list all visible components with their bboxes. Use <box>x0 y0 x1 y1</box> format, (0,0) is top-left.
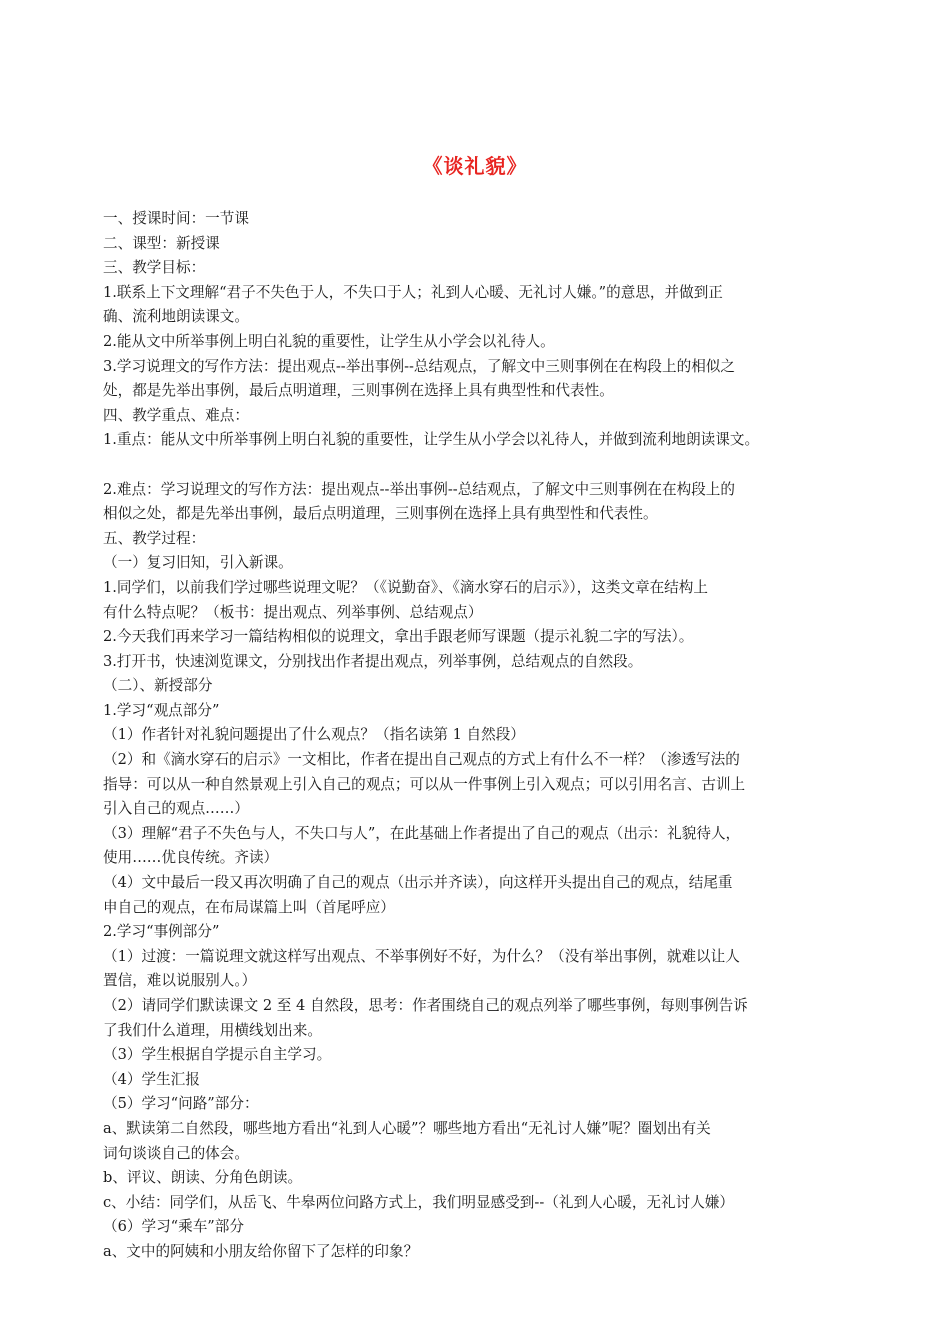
text-line: 处，都是先举出事例，最后点明道理，三则事例在选择上具有典型性和代表性。 <box>103 382 614 400</box>
text-line: （3）理解“君子不失色与人，不失口与人”，在此基础上作者提出了自己的观点（出示：礼貌待人， <box>103 824 741 842</box>
text-line: （1）过渡：一篇说理文就这样写出观点、不举事例好不好，为什么？（没有举出事例，就难以让人 <box>103 947 740 965</box>
text-line: a、默读第二自然段，哪些地方看出“礼到人心暖”？哪些地方看出“无礼讨人嫌”呢？圈划出有关 <box>103 1119 711 1137</box>
text-line: （2）请同学们默读课文 2 至 4 自然段，思考：作者围绕自己的观点列举了哪些事例，每则事例告诉 <box>103 997 748 1014</box>
text-line: 引入自己的观点……） <box>103 800 249 818</box>
text-line: 三、教学目标： <box>103 259 206 277</box>
text-line: b、评议、朗读、分角色朗读。 <box>103 1169 303 1187</box>
text-line: 2.今天我们再来学习一篇结构相似的说理文，拿出手跟老师写课题（提示礼貌二字的写法）。 <box>103 628 694 646</box>
text-line: 申自己的观点，在布局谋篇上叫（首尾呼应） <box>103 898 395 916</box>
text-line: 置信，难以说服别人。） <box>103 972 257 990</box>
text-line: 1.学习“观点部分” <box>103 701 220 719</box>
text-line: c、小结：同学们，从岳飞、牛皋两位问路方式上，我们明显感受到--（礼到人心暖，无礼讨人嫌） <box>103 1193 734 1211</box>
text-line: 2.难点：学习说理文的写作方法：提出观点--举出事例--总结观点，了解文中三则事例在在构段上的 <box>103 480 735 498</box>
text-line: （4）文中最后一段又再次明确了自己的观点（出示并齐读），向这样开头提出自己的观点，结尾重 <box>103 874 733 892</box>
text-line: （二）、新授部分 <box>103 677 213 695</box>
text-line: 确、流利地朗读课文。 <box>103 308 249 326</box>
text-line: 一、授课时间：一节课 <box>103 210 249 227</box>
text-line: 指导：可以从一种自然景观上引入自己的观点；可以从一件事例上引入观点；可以引用名言、古训上 <box>103 775 746 793</box>
text-line: 1.重点：能从文中所举事例上明白礼貌的重要性，让学生从小学会以礼待人，并做到流利地朗读课文。 <box>103 431 760 449</box>
text-line: 二、课型：新授课 <box>103 234 220 252</box>
text-line: 2.能从文中所举事例上明白礼貌的重要性，让学生从小学会以礼待人。 <box>103 332 555 350</box>
text-line: 3.学习说理文的写作方法：提出观点--举出事例--总结观点，了解文中三则事例在在构段上的相似之 <box>103 357 735 375</box>
text-line: 相似之处，都是先举出事例，最后点明道理，三则事例在选择上具有典型性和代表性。 <box>103 505 658 523</box>
text-line: （2）和《滴水穿石的启示》一文相比，作者在提出自己观点的方式上有什么不一样？（渗透写法的 <box>103 751 740 769</box>
text-line: （一）复习旧知，引入新课。 <box>103 554 293 572</box>
text-line: 词句谈谈自己的体会。 <box>103 1144 249 1162</box>
text-line: （6）学习“乘车”部分 <box>103 1218 244 1236</box>
text-line <box>103 453 863 478</box>
text-line: （3）学生根据自学提示自主学习。 <box>103 1046 332 1064</box>
text-line: 2.学习“事例部分” <box>103 923 220 941</box>
text-line: （4）学生汇报 <box>103 1070 200 1088</box>
document-body <box>103 207 863 1265</box>
text-line: （1）作者针对礼貌问题提出了什么观点？（指名读第 1 自然段） <box>103 726 525 744</box>
document-title: 《谈礼貌》 <box>422 154 528 178</box>
text-line: 五、教学过程： <box>103 529 206 547</box>
text-line: a、文中的阿姨和小朋友给你留下了怎样的印象？ <box>103 1242 419 1260</box>
text-line: 四、教学重点、难点： <box>103 406 249 424</box>
text-line: 有什么特点呢？（板书：提出观点、列举事例、总结观点） <box>103 603 483 621</box>
text-line: （5）学习“问路”部分： <box>103 1095 259 1113</box>
text-line: 1.联系上下文理解“君子不失色于人，不失口于人；礼到人心暖、无礼讨人嫌。”的意思，并做到正 <box>103 283 723 301</box>
text-line: 使用……优良传统。齐读） <box>103 849 279 867</box>
text-line: 1.同学们，以前我们学过哪些说理文呢？（《说勤奋》、《滴水穿石的启示》），这类文章在结构上 <box>103 578 708 596</box>
text-line: 了我们什么道理，用横线划出来。 <box>103 1021 322 1039</box>
text-line: 3.打开书，快速浏览课文，分别找出作者提出观点，列举事例，总结观点的自然段。 <box>103 652 643 670</box>
